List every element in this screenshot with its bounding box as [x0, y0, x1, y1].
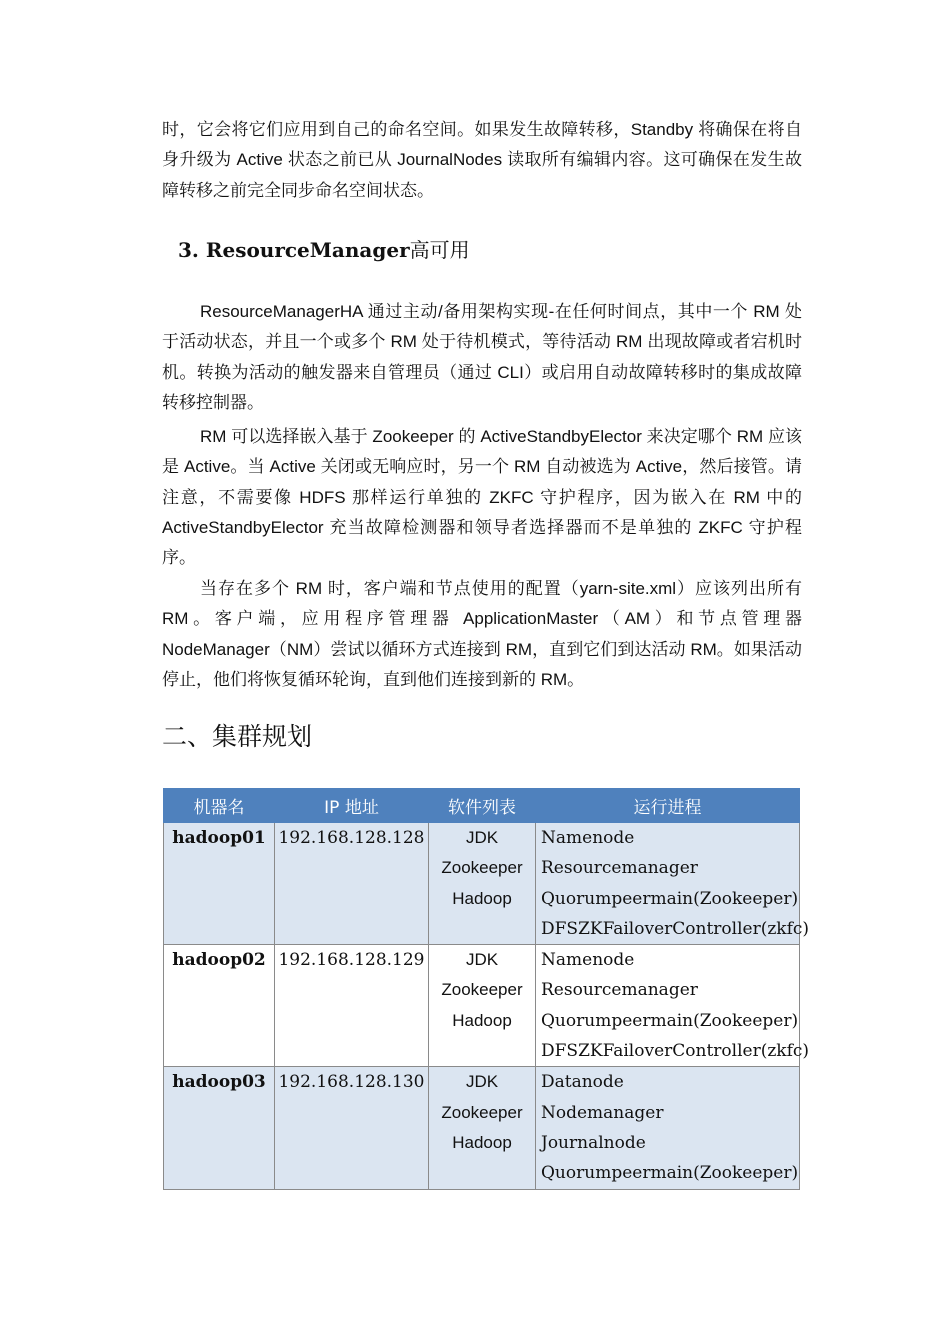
software-item: Zookeeper [441, 858, 523, 878]
table-row [164, 823, 800, 945]
table-row [164, 945, 800, 1067]
software-cell [429, 1067, 536, 1189]
section-3-title-cn: 高可用 [409, 238, 470, 262]
software-item: JDK [465, 950, 499, 970]
machine-cell: hadoop02 [164, 945, 275, 1067]
process-item: Datanode [541, 1072, 624, 1093]
software-item: JDK [465, 1072, 499, 1092]
header-software: 软件列表 [429, 789, 536, 823]
process-item: Quorumpeermain(Zookeeper) [541, 1010, 799, 1031]
process-item: Quorumpeermain(Zookeeper) [541, 888, 799, 909]
software-item: Hadoop [452, 888, 512, 908]
ip-cell: 192.168.128.129 [275, 945, 429, 1067]
paragraph-elector: RM 可以选择嵌入基于 Zookeeper 的 ActiveStandbyElector 来决定哪个 RM 应该是 Active。当 Active 关闭或无响应时，另一个 RM 自动被选为 Active，然后接管。请注意，不需要像 HDFS 那样运行单独的 ZKFC 守护程序，因为嵌入在 RM 中的 ActiveStandbyElector 充当故障检测器和领导者选择器而不是单独的 ZKFC 守护程序。 [162, 427, 802, 568]
intro-paragraph: 时，它会将它们应用到自己的命名空间。如果发生故障转移，Standby 将确保在将自身升级为 Active 状态之前已从 JournalNodes 读取所有编辑内容。这可确保在发生故障转移之前完全同步命名空间状态。 [162, 120, 802, 200]
section-2-heading: 二、集群规划 [162, 722, 313, 751]
table-row [164, 1067, 800, 1189]
process-item: Nodemanager [541, 1102, 664, 1123]
table-header-row [164, 789, 800, 823]
ip-cell: 192.168.128.128 [275, 823, 429, 945]
header-processes: 运行进程 [536, 789, 800, 823]
software-item: Zookeeper [441, 980, 523, 1000]
process-item: Resourcemanager [541, 858, 698, 879]
machine-cell: hadoop01 [164, 823, 275, 945]
process-item: Journalnode [541, 1132, 646, 1153]
software-cell [429, 945, 536, 1067]
software-cell [429, 823, 536, 945]
process-cell [536, 1067, 800, 1189]
process-cell [536, 823, 810, 945]
ip-cell: 192.168.128.130 [275, 1067, 429, 1189]
cluster-plan-table [163, 788, 810, 1190]
paragraph-rm-ha: ResourceManagerHA 通过主动/备用架构实现-在任何时间点，其中一个 RM 处于活动状态，并且一个或多个 RM 处于待机模式，等待活动 RM 出现故障或者宕机时机。转换为活动的触发器来自管理员（通过 CLI）或启用自动故障转移时的集成故障转移控制器。 [162, 302, 802, 412]
paragraph-multiple-rm: 当存在多个 RM 时，客户端和节点使用的配置（yarn-site.xml）应该列出所有 RM。客户端，应用程序管理器 ApplicationMaster（AM）和节点管理器 NodeManager（NM）尝试以循环方式连接到 RM，直到它们到达活动 RM。如果活动停止，他们将恢复循环轮询，直到他们连接到新的 RM。 [162, 579, 802, 689]
software-item: Hadoop [452, 1132, 512, 1152]
machine-cell: hadoop03 [164, 1067, 275, 1189]
software-item: JDK [465, 828, 499, 847]
section-3-heading [178, 234, 470, 266]
process-item: Namenode [541, 950, 635, 971]
header-machine: 机器名 [164, 789, 275, 823]
header-ip: IP 地址 [275, 789, 429, 823]
software-item: Hadoop [452, 1010, 512, 1030]
process-item: DFSZKFailoverController(zkfc) [541, 918, 810, 939]
software-item: Zookeeper [441, 1102, 523, 1122]
section-3-number: 3. [178, 238, 199, 262]
process-cell [536, 945, 810, 1067]
process-item: Quorumpeermain(Zookeeper) [541, 1163, 799, 1184]
process-item: Namenode [541, 828, 635, 848]
section-3-title-en: ResourceManager [205, 238, 410, 262]
process-item: Resourcemanager [541, 980, 698, 1001]
process-item: DFSZKFailoverController(zkfc) [541, 1041, 810, 1062]
